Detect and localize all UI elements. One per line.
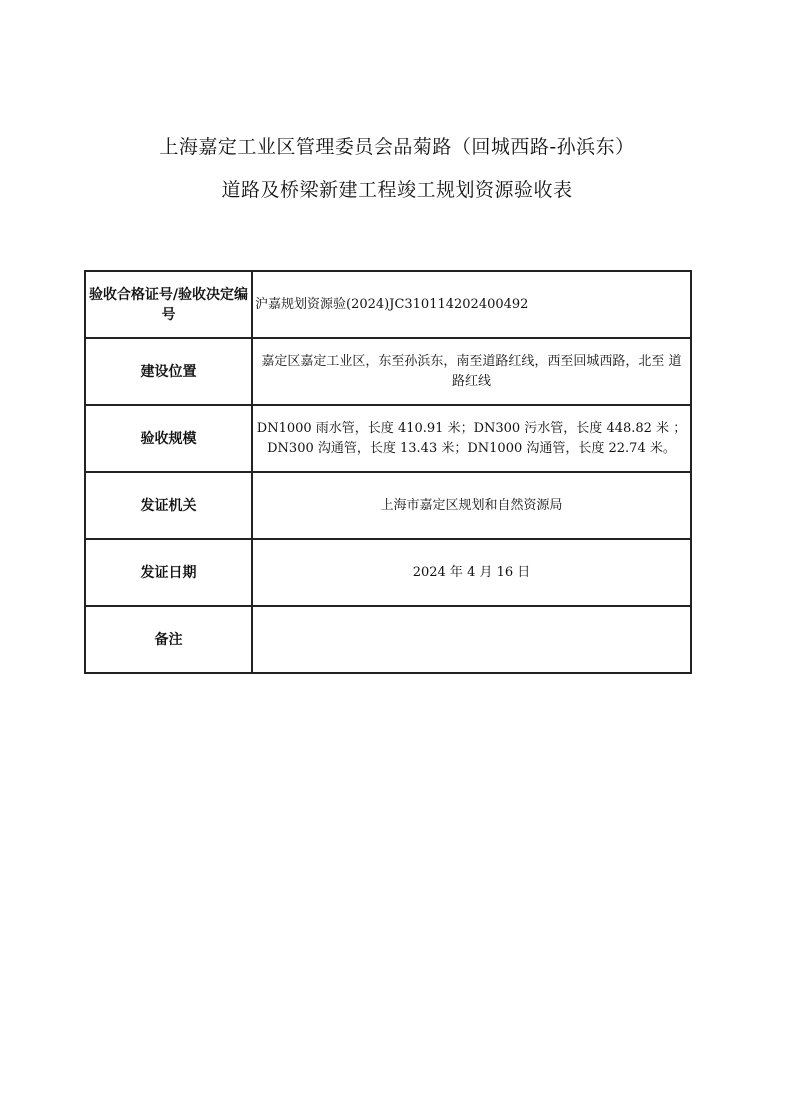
table-row-issuing-authority (85, 472, 691, 539)
table-row-issue-date (85, 539, 691, 606)
remarks-label: 备注 (85, 606, 252, 673)
document-title-line-2: 道路及桥梁新建工程竣工规划资源验收表 (221, 179, 573, 201)
certificate-number-label: 验收合格证号/验收决定编号 (85, 271, 252, 338)
remarks-value (252, 606, 691, 673)
acceptance-table (84, 270, 692, 674)
certificate-number-value: 沪嘉规划资源验(2024)JC310114202400492 (252, 271, 691, 338)
issue-date-label: 发证日期 (85, 539, 252, 606)
document-title-line-1: 上海嘉定工业区管理委员会品菊路（回城西路-孙浜东） (159, 136, 635, 158)
issuing-authority-label: 发证机关 (85, 472, 252, 539)
table-row-scale (85, 405, 691, 472)
table-row-remarks (85, 606, 691, 673)
scale-value: DN1000 雨水管，长度 410.91 米；DN300 污水管，长度 448.82 米 ；DN300 沟通管，长度 13.43 米；DN1000 沟通管，长度 22.74 米。 (252, 405, 691, 472)
location-value: 嘉定区嘉定工业区，东至孙浜东，南至道路红线，西至回城西路，北至 道路红线 (252, 338, 691, 405)
issuing-authority-value: 上海市嘉定区规划和自然资源局 (252, 472, 691, 539)
location-label: 建设位置 (85, 338, 252, 405)
issue-date-value: 2024 年 4 月 16 日 (252, 539, 691, 606)
table-row-location (85, 338, 691, 405)
scale-label: 验收规模 (85, 405, 252, 472)
table-row-certificate-number (85, 271, 691, 338)
